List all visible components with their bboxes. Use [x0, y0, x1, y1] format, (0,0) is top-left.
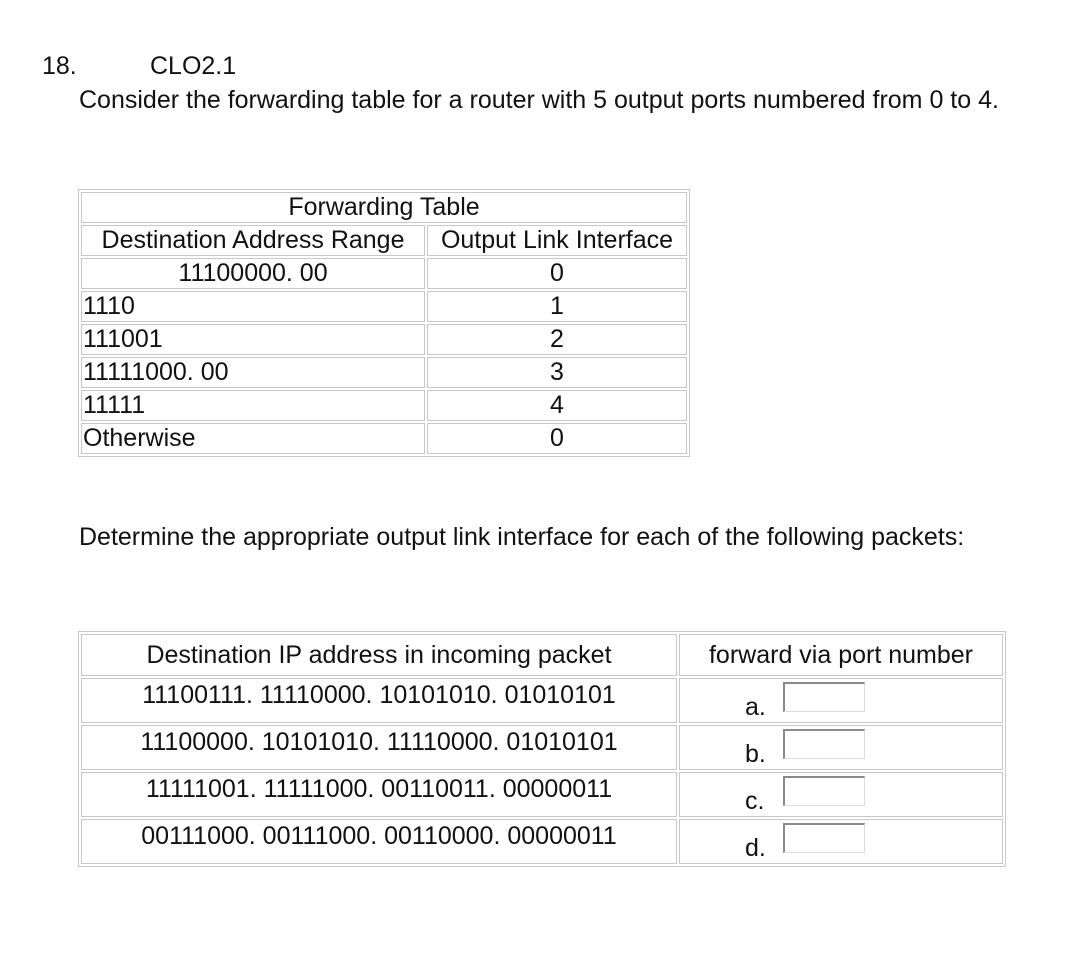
- table-row: [81, 725, 1003, 770]
- clo-label: CLO2.1: [150, 52, 237, 80]
- address-cell: 11100000. 10101010. 11110000. 01010101: [81, 725, 677, 770]
- range-cell: 11100000. 00: [81, 258, 425, 289]
- answer-letter: a.: [745, 693, 766, 721]
- answer-cell: [679, 772, 1003, 817]
- interface-cell: 0: [427, 258, 687, 289]
- packets-table: [78, 631, 1006, 867]
- question-number: 18.: [42, 52, 77, 80]
- answer-cell: [679, 678, 1003, 723]
- forwarding-table-header-row: [81, 225, 687, 256]
- answer-input-b[interactable]: [783, 729, 865, 759]
- address-cell: 11111001. 11111000. 00110011. 00000011: [81, 772, 677, 817]
- table-row: [81, 258, 687, 289]
- range-cell: 11111: [81, 390, 425, 421]
- interface-cell: 0: [427, 423, 687, 454]
- answer-letter: d.: [745, 834, 766, 862]
- address-cell: 00111000. 00111000. 00110000. 00000011: [81, 819, 677, 864]
- interface-cell: 3: [427, 357, 687, 388]
- range-cell: Otherwise: [81, 423, 425, 454]
- address-cell: 11100111. 11110000. 10101010. 01010101: [81, 678, 677, 723]
- answer-cell: [679, 725, 1003, 770]
- range-cell: 1110: [81, 291, 425, 322]
- answer-input-a[interactable]: [783, 682, 865, 712]
- table-row: [81, 423, 687, 454]
- header-forward-port: forward via port number: [679, 634, 1003, 676]
- forwarding-table: [78, 189, 690, 457]
- instruction-text: Determine the appropriate output link interface for each of the following packets:: [79, 523, 965, 551]
- answer-letter: b.: [745, 740, 766, 768]
- answer-input-d[interactable]: [783, 823, 865, 853]
- range-cell: 11111000. 00: [81, 357, 425, 388]
- header-output-interface: Output Link Interface: [427, 225, 687, 256]
- header-destination-range: Destination Address Range: [81, 225, 425, 256]
- forwarding-table-title-row: [81, 192, 687, 223]
- table-row: [81, 357, 687, 388]
- answer-input-c[interactable]: [783, 776, 865, 806]
- interface-cell: 2: [427, 324, 687, 355]
- header-destination-ip: Destination IP address in incoming packet: [81, 634, 677, 676]
- answer-letter: c.: [745, 787, 765, 815]
- table-row: [81, 390, 687, 421]
- table-row: [81, 819, 1003, 864]
- table-row: [81, 291, 687, 322]
- forwarding-table-title: Forwarding Table: [81, 192, 687, 223]
- table-row: [81, 324, 687, 355]
- packets-header-row: [81, 634, 1003, 676]
- interface-cell: 1: [427, 291, 687, 322]
- question-intro: Consider the forwarding table for a router with 5 output ports numbered from 0 to 4.: [79, 86, 999, 114]
- table-row: [81, 772, 1003, 817]
- range-cell: 111001: [81, 324, 425, 355]
- interface-cell: 4: [427, 390, 687, 421]
- table-row: [81, 678, 1003, 723]
- answer-cell: [679, 819, 1003, 864]
